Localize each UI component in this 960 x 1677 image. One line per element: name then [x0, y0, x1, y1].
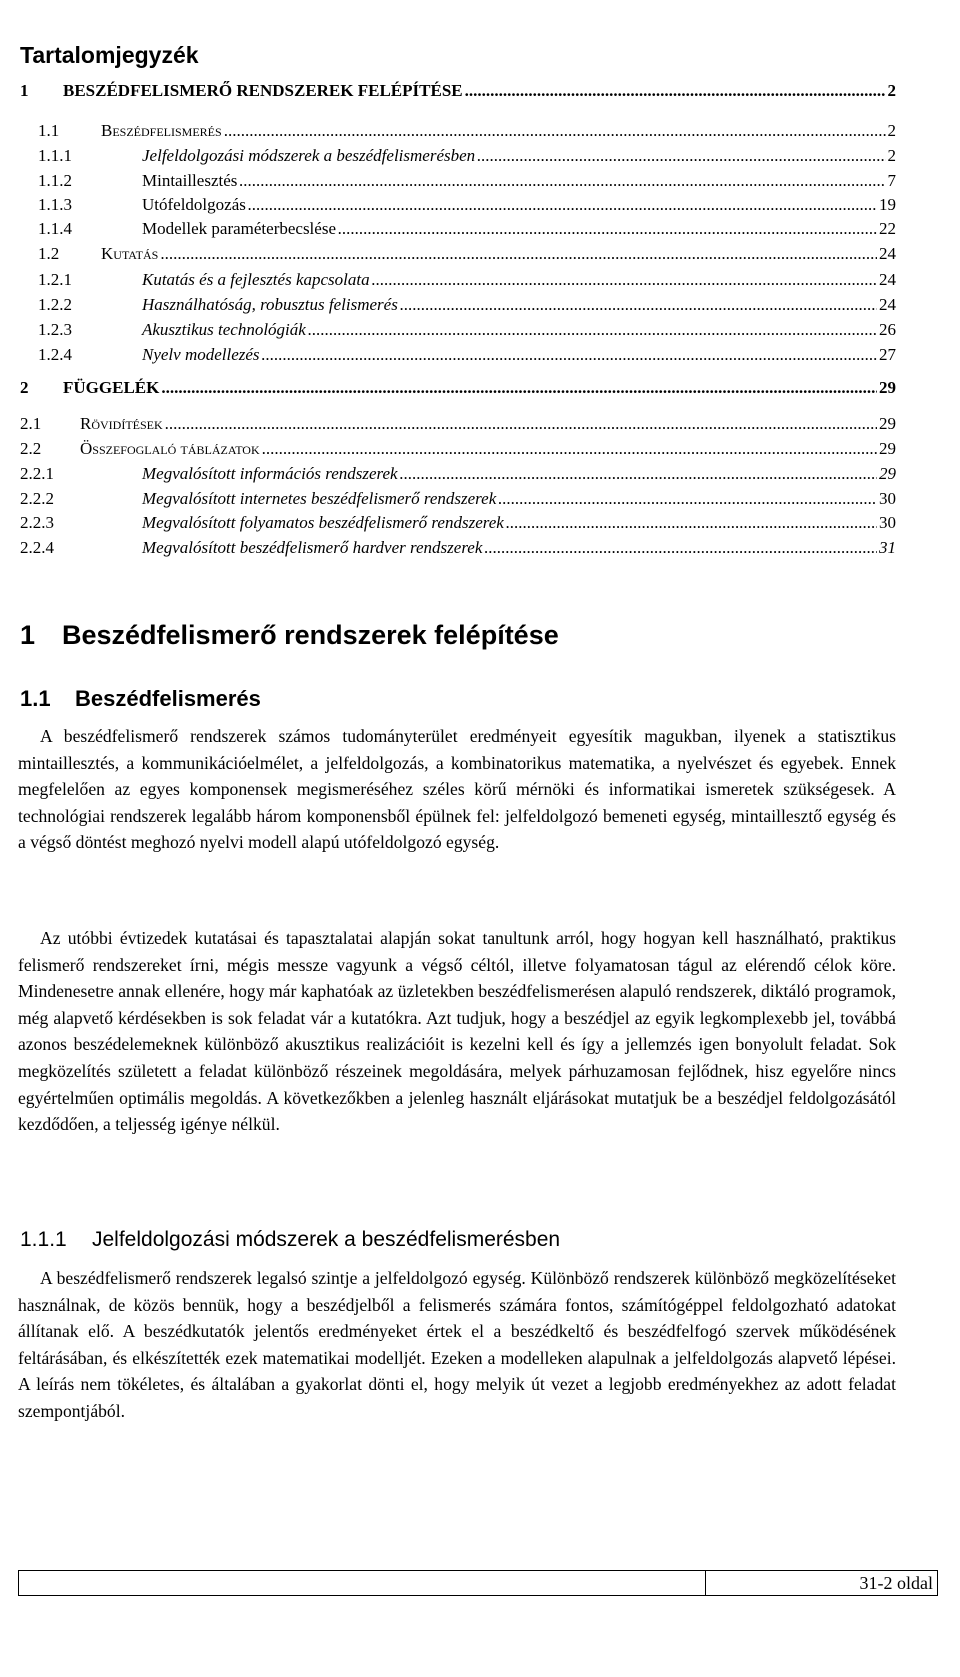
toc-entry-number: 1.1.4 [38, 219, 72, 238]
paragraph: A beszédfelismerő rendszerek számos tudományterület eredményeit egyesítik magukban, ilyenek a statisztikus mintaillesztés, a kommunikációelmélet, a jelfeldolgozás, a kombinatorikus matematika, a nyelvészet és egyebek. Ennek megfelelően az egyes komponensek megismeréséhez széles körű mérnöki és informatikai ismeretek szükségesek. A technológiai rendszerek legalább három komponensből épülnek fel: jelfeldolgozó bemeneti egység, mintaillesztő egység és a végső döntést meghozó nyelvi modell alapú utófeldolgozó egység. [18, 726, 896, 853]
toc-entry-page: 29 [879, 414, 896, 433]
toc-entry-page: 19 [879, 195, 896, 214]
toc-entry-page: 27 [879, 345, 896, 364]
chapter-number: 1 [20, 620, 36, 650]
toc-entry[interactable] [38, 244, 896, 266]
section-title: Beszédfelismerés [75, 686, 261, 711]
section-number: 1.1 [20, 686, 51, 711]
toc-leader-dots [239, 171, 885, 191]
toc-entry-text: Modellek paraméterbecslése [142, 219, 336, 238]
toc-entry[interactable] [38, 320, 896, 342]
toc-entry-text: Jelfeldolgozási módszerek a beszédfelismerésben [142, 146, 476, 165]
toc-entry-text: BESZÉDFELISMERŐ RENDSZEREK FELÉPÍTÉSE [63, 81, 463, 100]
toc-entry-page: 30 [879, 513, 896, 532]
toc-entry-page: 29 [879, 378, 896, 397]
toc-entry[interactable] [20, 489, 896, 511]
toc-title: Tartalomjegyzék [20, 42, 199, 68]
toc-entry-number: 2.2.1 [20, 464, 54, 483]
toc-entry-page: 24 [879, 295, 896, 314]
toc-entry-page: 24 [879, 244, 896, 263]
toc-entry-page: 22 [879, 219, 896, 238]
toc-entry-page: 29 [879, 439, 896, 458]
toc-entry-number: 1.2 [38, 244, 60, 263]
toc-leader-dots [506, 513, 877, 533]
subsection-heading [20, 1228, 560, 1252]
toc-entry-page: 7 [887, 171, 896, 190]
toc-entry-page: 26 [879, 320, 896, 339]
toc-leader-dots [498, 489, 877, 509]
toc-leader-dots [372, 270, 877, 290]
toc-entry[interactable] [38, 295, 896, 317]
toc-entry[interactable] [20, 81, 896, 103]
toc-entry[interactable] [38, 146, 896, 168]
toc-entry-text: Rövidítések [80, 414, 163, 433]
toc-leader-dots [161, 378, 877, 398]
toc-entry-text: FÜGGELÉK [63, 378, 160, 397]
toc-entry-number: 1.1.2 [38, 171, 72, 190]
toc-leader-dots [484, 538, 877, 558]
toc-leader-dots [477, 146, 885, 166]
toc-entry[interactable] [20, 464, 896, 486]
toc-entry[interactable] [38, 121, 896, 143]
toc-leader-dots [465, 81, 886, 101]
toc-entry-number: 2.2.3 [20, 513, 54, 532]
toc-entry-text: Összefoglaló táblázatok [80, 439, 260, 458]
toc-entry-text: Kutatás és a fejlesztés kapcsolata [142, 270, 370, 289]
toc-leader-dots [400, 464, 877, 484]
toc-entry-text: Megvalósított folyamatos beszédfelismerő rendszerek [142, 513, 504, 532]
toc-entry[interactable] [20, 414, 896, 436]
toc-entry-text: Akusztikus technológiák [142, 320, 306, 339]
page-number: 31-2 oldal [705, 1571, 937, 1595]
paragraph: A beszédfelismerő rendszerek legalsó szintje a jelfeldolgozó egység. Különböző rendszerek különböző megközelítéseket használnak, de közös bennük, hogy a beszédjelből a felismerés számára fontos, számítógéppel feldolgozható adatokat állítanak elő. A beszédkutatók jelentős eredményeket értek el a beszédkeltő és beszédfelfogó szervek működésének feltárásában, és elkészítették ezek matematikai modelljét. Ezeken a modelleken alapulnak a jelfeldolgozás alapvető lépései. A leírás nem tökéletes, és általában a gyakorlat dönti el, hogy melyik út vezet a legjobb eredményekhez az adott feladat szempontjából. [18, 1268, 896, 1421]
toc-entry-text: Megvalósított információs rendszerek [142, 464, 398, 483]
subsection-number: 1.1.1 [20, 1228, 67, 1251]
toc-entry-page: 30 [879, 489, 896, 508]
toc-entry[interactable] [20, 538, 896, 560]
paragraph: Az utóbbi évtizedek kutatásai és tapasztalatai alapján sokat tanultunk arról, hogy hogyan kell használható, praktikus felismerő rendszereket írni, mégis messze vagyunk a végső céltól, illetve folyamatosan tágul az elérendő célok köre. Mindenesetre annak ellenére, hogy már kaphatóak az üzletekben beszédfelismerésen alapuló rendszerek, diktáló programok, még alapvető kérdésekben is sok feladat vár a kutatókra. Azt tudjuk, hogy a beszédjel az egyik legkomplexebb jel, továbbá azonos beszédelemeknek különböző akusztikus realizációit is kezelni kell és így a jellemzés igen bonyolult feladat. Sok megközelítés született a feladat különböző részeinek megoldására, melyek párhuzamosan fejlődnek, hisz egyelőre nincs egyértelműen optimális megoldás. A következőkben a jelenleg használt eljárásokat mutatjuk be a beszédjel feldolgozásától kezdődően, a teljesség igénye nélkül. [18, 928, 896, 1135]
toc-entry-number: 2 [20, 378, 29, 397]
toc-entry-number: 1.1.1 [38, 146, 72, 165]
toc-leader-dots [400, 295, 877, 315]
toc-entry-number: 1.2.4 [38, 345, 72, 364]
toc-entry-text: Megvalósított internetes beszédfelismerő rendszerek [142, 489, 497, 508]
toc-entry-text: Kutatás [101, 244, 159, 263]
toc-entry-text: Használhatóság, robusztus felismerés [142, 295, 398, 314]
toc-entry[interactable] [38, 270, 896, 292]
toc-entry-number: 2.2.4 [20, 538, 54, 557]
toc-entry[interactable] [20, 378, 896, 400]
toc-entry-number: 1 [20, 81, 29, 100]
subsection-title: Jelfeldolgozási módszerek a beszédfelismerésben [92, 1228, 561, 1251]
toc-entry-text: Mintaillesztés [142, 171, 238, 190]
toc-entry-page: 29 [879, 464, 896, 483]
toc-entry[interactable] [38, 195, 896, 217]
toc-entry-page: 2 [887, 121, 896, 140]
toc-leader-dots [160, 244, 877, 264]
toc-leader-dots [262, 345, 877, 365]
toc-entry-number: 2.2 [20, 439, 42, 458]
toc-entry-number: 1.1 [38, 121, 60, 140]
toc-leader-dots [165, 414, 877, 434]
toc-entry[interactable] [38, 345, 896, 367]
section-heading [20, 686, 261, 712]
chapter-heading [20, 620, 559, 651]
toc-entry[interactable] [20, 513, 896, 535]
toc-entry-text: Nyelv modellezés [142, 345, 260, 364]
toc-entry-page: 2 [887, 81, 896, 100]
toc-entry-number: 1.2.1 [38, 270, 72, 289]
toc-entry-number: 1.2.3 [38, 320, 72, 339]
chapter-title: Beszédfelismerő rendszerek felépítése [62, 620, 559, 650]
toc-entry-text: Utófeldolgozás [142, 195, 246, 214]
toc-entry-number: 2.2.2 [20, 489, 54, 508]
toc-leader-dots [248, 195, 877, 215]
page-footer [18, 1570, 938, 1596]
toc-entry[interactable] [20, 439, 896, 461]
toc-leader-dots [338, 219, 877, 239]
toc-leader-dots [308, 320, 877, 340]
toc-entry-page: 31 [879, 538, 896, 557]
toc-leader-dots [224, 121, 886, 141]
toc-entry-number: 1.1.3 [38, 195, 72, 214]
toc-entry[interactable] [38, 171, 896, 193]
toc-entry-number: 2.1 [20, 414, 42, 433]
toc-entry-page: 2 [887, 146, 896, 165]
toc-entry-text: Megvalósított beszédfelismerő hardver rendszerek [142, 538, 483, 557]
toc-entry-number: 1.2.2 [38, 295, 72, 314]
toc-leader-dots [262, 439, 877, 459]
toc-entry-page: 24 [879, 270, 896, 289]
toc-entry-text: Beszédfelismerés [101, 121, 222, 140]
toc-entry[interactable] [38, 219, 896, 241]
